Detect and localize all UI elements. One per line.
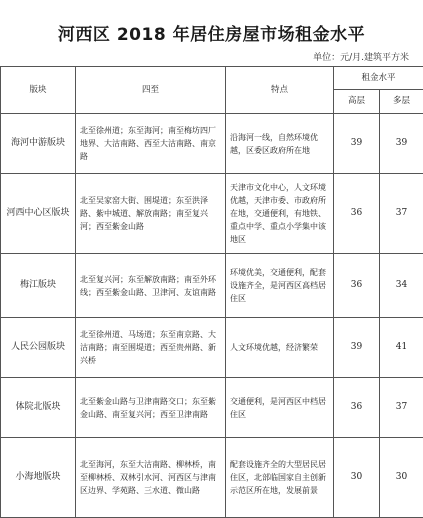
row-features: 人文环境优越，经济繁荣: [226, 318, 334, 378]
row-block-name: 河西中心区版块: [1, 174, 76, 254]
row-block-name: 梅江版块: [1, 254, 76, 318]
row-high-rent: 36: [334, 378, 380, 438]
row-multi-rent: 39: [380, 114, 423, 174]
row-bounds: 北至徐州道、马场道；东至南京路、大沽南路；南至围堤道；西至贵州路、新兴桥: [76, 318, 226, 378]
row-multi-rent: 41: [380, 318, 423, 378]
row-multi-rent: 37: [380, 174, 423, 254]
header-rent: 租金水平: [334, 67, 423, 90]
row-block-name: 体院北版块: [1, 378, 76, 438]
row-multi-rent: 37: [380, 378, 423, 438]
header-features: 特点: [226, 67, 334, 114]
row-bounds: 北至紫金山路与卫津南路交口；东至紫金山路、南至复兴河；西至卫津南路: [76, 378, 226, 438]
row-high-rent: 30: [334, 438, 380, 518]
row-high-rent: 39: [334, 318, 380, 378]
row-high-rent: 36: [334, 174, 380, 254]
row-bounds: 北至复兴河；东至解放南路；南至外环线；西至紫金山路、卫津河、友谊南路: [76, 254, 226, 318]
row-bounds: 北至吴家窑大街、围堤道；东至洪泽路、紫中城道、解放南路；南至复兴河；西至紫金山路: [76, 174, 226, 254]
header-high-rise: 高层: [334, 90, 380, 114]
row-multi-rent: 30: [380, 438, 423, 518]
row-features: 天津市文化中心，人文环境优越，天津市委、市政府所在地，交通便利，有地铁、重点中学、重点小学集中该地区: [226, 174, 334, 254]
unit-note: 单位：元/月.建筑平方米: [313, 50, 409, 63]
table-header-row: [1, 67, 423, 90]
row-high-rent: 36: [334, 254, 380, 318]
row-features: 配套设施齐全的大型居民居住区，北部临国家自主创新示范区所在地，发展前景: [226, 438, 334, 518]
row-features: 交通便利，是河西区中档居住区: [226, 378, 334, 438]
row-bounds: 北至海河，东至大沽南路、柳林桥，南至柳林桥、双林引水河、河西区与津南区边界、学苑路、三水道、微山路: [76, 438, 226, 518]
rent-table: [0, 66, 423, 518]
header-block: 版块: [1, 67, 76, 114]
header-multi-storey: 多层: [380, 90, 423, 114]
page-title: 河西区 2018 年居住房屋市场租金水平: [0, 20, 423, 45]
table-row: [1, 438, 423, 518]
row-high-rent: 39: [334, 114, 380, 174]
row-block-name: 人民公园版块: [1, 318, 76, 378]
table-row: [1, 174, 423, 254]
table-row: [1, 114, 423, 174]
row-bounds: 北至徐州道；东至海河；南至梅坊四厂地界、大沽南路、西至大沽南路、南京路: [76, 114, 226, 174]
row-multi-rent: 34: [380, 254, 423, 318]
table-row: [1, 318, 423, 378]
table-row: [1, 378, 423, 438]
row-features: 环境优美，交通便利，配套设施齐全，是河西区高档居住区: [226, 254, 334, 318]
row-block-name: 海河中游版块: [1, 114, 76, 174]
row-block-name: 小海地版块: [1, 438, 76, 518]
table-row: [1, 254, 423, 318]
header-bounds: 四至: [76, 67, 226, 114]
row-features: 沿海河一线，自然环境优越，区委区政府所在地: [226, 114, 334, 174]
